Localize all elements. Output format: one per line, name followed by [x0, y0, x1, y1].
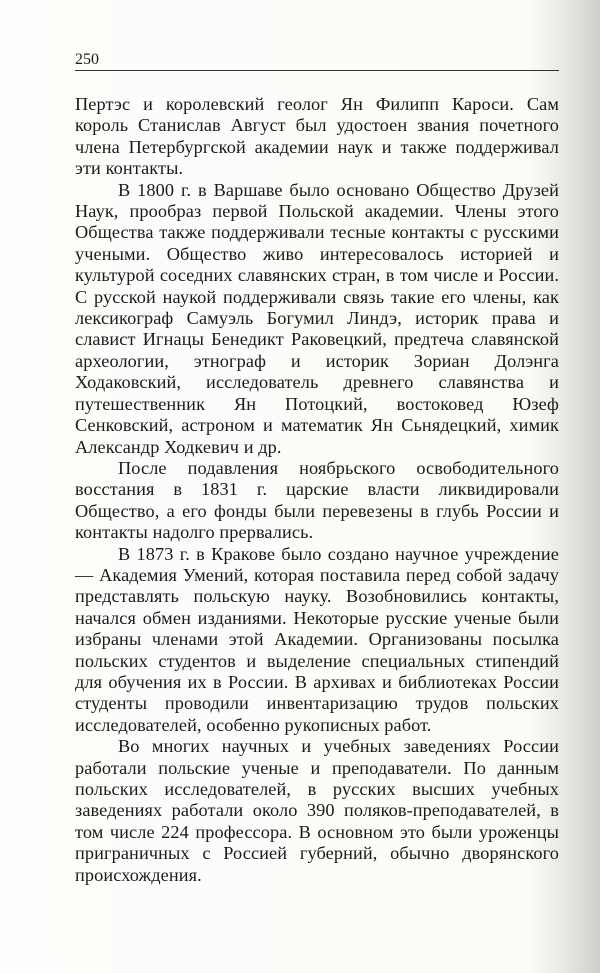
- body-text: [75, 94, 559, 886]
- page-number: 250: [75, 51, 99, 68]
- paragraph: В 1800 г. в Варшаве было основано Общество Друзей Наук, прообраз первой Польской академии. Члены этого Общества также поддерживали тесные контакты с русскими учеными. Общество живо интересовалось историей и культурой соседних славянских стран, в том числе и России. С русской наукой поддерживали связь такие его члены, как лексикограф Самуэль Богумил Линдэ, историк права и славист Игнацы Бенедикт Раковецкий, предтеча славянской археологии, этнограф и историк Зориан Долэнга Ходаковский, исследователь древнего славянства и путешественник Ян Потоцкий, востоковед Юзеф Сенковский, астроном и математик Ян Сьнядецкий, химик Александр Ходкевич и др.: [75, 179, 559, 457]
- paragraph: Во многих научных и учебных заведениях России работали польские ученые и преподаватели. По данным польских исследователей, в русских высших учебных заведениях работали около 390 поляков-преподавателей, в том числе 224 профессора. В основном это были уроженцы приграничных с Россией губерний, обычно дворянского происхождения.: [75, 736, 559, 885]
- paragraph: После подавления ноябрьского освободительного восстания в 1831 г. царские власти ликвидировали Общество, а его фонды были перевезены в глубь России и контакты надолго прервались.: [75, 457, 559, 543]
- page-header: [75, 50, 559, 71]
- paragraph: В 1873 г. в Кракове было создано научное учреждение — Академия Умений, которая поставила перед собой задачу представлять польскую науку. Возобновились контакты, начался обмен изданиями. Некоторые русские ученые были избраны членами этой Академии. Организованы посылка польских студентов и выделение специальных стипендий для обучения их в России. В архивах и библиотеках России студенты проводили инвентаризацию трудов польских исследователей, особенно рукописных работ.: [75, 543, 559, 735]
- paragraph: Пертэс и королевский геолог Ян Филипп Кароси. Сам король Станислав Август был удостоен звания почетного члена Петербургской академии наук и также поддерживал эти контакты.: [75, 94, 559, 179]
